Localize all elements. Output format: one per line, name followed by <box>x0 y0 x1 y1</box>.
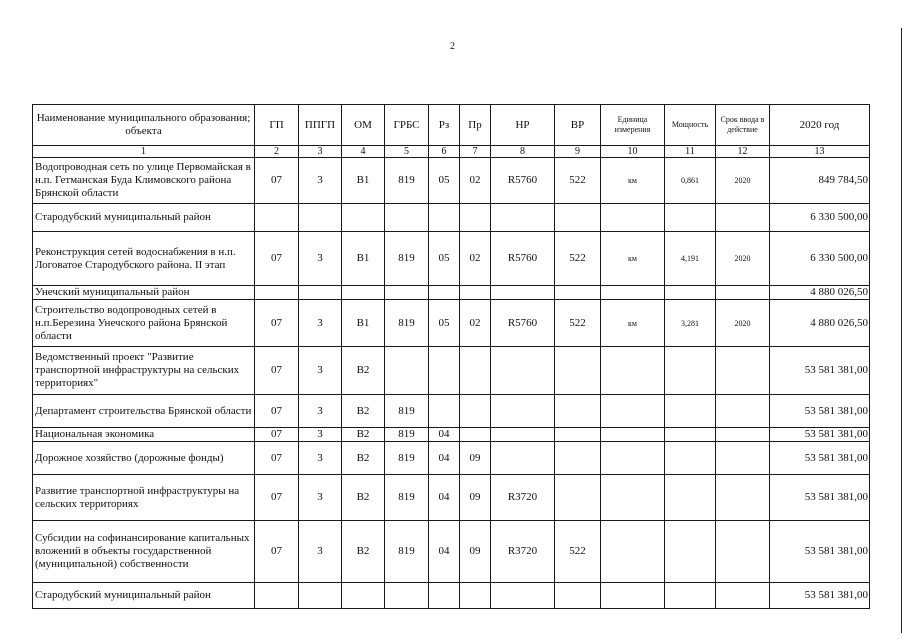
table-row <box>33 232 870 286</box>
table-cell <box>491 204 555 232</box>
table-cell <box>429 395 460 428</box>
page-number: 2 <box>450 41 455 52</box>
table-cell: 02 <box>460 300 491 347</box>
table-cell: 2020 <box>716 232 770 286</box>
header-gp: ГП <box>255 105 299 146</box>
table-cell <box>665 204 716 232</box>
amount-cell: 53 581 381,00 <box>770 475 870 521</box>
table-cell <box>716 428 770 442</box>
table-header <box>33 105 870 158</box>
table-cell <box>665 475 716 521</box>
header-om: ОМ <box>342 105 385 146</box>
object-name-cell: Департамент строительства Брянской области <box>33 395 255 428</box>
header-year-2020: 2020 год <box>770 105 870 146</box>
table-cell <box>665 521 716 583</box>
header-name: Наименование муниципального образования; объекта <box>33 105 255 146</box>
table-cell <box>385 204 429 232</box>
table-cell: 522 <box>555 521 601 583</box>
table-cell <box>665 428 716 442</box>
object-name-cell: Реконструкция сетей водоснабжения в н.п. Логоватое Стародубского района. II этап <box>33 232 255 286</box>
table-cell: 07 <box>255 300 299 347</box>
table-cell: 4,191 <box>665 232 716 286</box>
table-cell <box>555 286 601 300</box>
table-cell <box>716 583 770 609</box>
table-body <box>33 158 870 609</box>
table-cell: В2 <box>342 442 385 475</box>
table-cell <box>555 442 601 475</box>
table-cell <box>716 442 770 475</box>
table-cell <box>460 395 491 428</box>
table-cell <box>601 286 665 300</box>
table-cell: 05 <box>429 232 460 286</box>
table-cell <box>429 583 460 609</box>
table-cell <box>601 204 665 232</box>
amount-cell: 6 330 500,00 <box>770 232 870 286</box>
table-cell <box>385 347 429 395</box>
table-cell: 3 <box>299 395 342 428</box>
table-cell: 3 <box>299 428 342 442</box>
amount-cell: 53 581 381,00 <box>770 428 870 442</box>
table-cell: 522 <box>555 300 601 347</box>
table-cell <box>555 475 601 521</box>
amount-cell: 6 330 500,00 <box>770 204 870 232</box>
table-cell: 819 <box>385 300 429 347</box>
table-cell: 2020 <box>716 300 770 347</box>
table-cell <box>255 286 299 300</box>
amount-cell: 4 880 026,50 <box>770 286 870 300</box>
table-cell: В1 <box>342 232 385 286</box>
table-cell <box>555 204 601 232</box>
table-row <box>33 428 870 442</box>
table-cell: 07 <box>255 232 299 286</box>
column-number: 3 <box>299 146 342 158</box>
table-cell <box>601 428 665 442</box>
page-edge-rule <box>901 28 902 633</box>
column-number: 2 <box>255 146 299 158</box>
table-cell: 3 <box>299 232 342 286</box>
table-cell <box>429 347 460 395</box>
object-name-cell: Стародубский муниципальный район <box>33 204 255 232</box>
table-cell: 819 <box>385 232 429 286</box>
table-cell: 09 <box>460 521 491 583</box>
table-row <box>33 521 870 583</box>
table-cell: 3 <box>299 521 342 583</box>
object-name-cell: Унечский муниципальный район <box>33 286 255 300</box>
object-name-cell: Национальная экономика <box>33 428 255 442</box>
amount-cell: 53 581 381,00 <box>770 521 870 583</box>
table-cell <box>429 286 460 300</box>
table-cell: 09 <box>460 442 491 475</box>
table-cell: 07 <box>255 521 299 583</box>
table-cell <box>342 583 385 609</box>
table-row <box>33 347 870 395</box>
table-cell <box>601 521 665 583</box>
table-cell <box>460 428 491 442</box>
table-cell: 09 <box>460 475 491 521</box>
table-cell: R3720 <box>491 521 555 583</box>
table-cell <box>460 204 491 232</box>
object-name-cell: Субсидии на софинансирование капитальных вложений в объекты государственной (муниципальной) собственности <box>33 521 255 583</box>
table-cell: 3 <box>299 347 342 395</box>
table-cell: 04 <box>429 521 460 583</box>
column-number: 11 <box>665 146 716 158</box>
table-cell: 522 <box>555 232 601 286</box>
table-cell <box>460 583 491 609</box>
table-cell <box>555 428 601 442</box>
column-number: 13 <box>770 146 870 158</box>
object-name-cell: Водопроводная сеть по улице Первомайская в н.п. Гетманская Буда Климовского района Брянской области <box>33 158 255 204</box>
table-cell <box>460 286 491 300</box>
table-row <box>33 442 870 475</box>
table-cell <box>601 442 665 475</box>
column-number: 7 <box>460 146 491 158</box>
column-number: 5 <box>385 146 429 158</box>
table-cell: 05 <box>429 300 460 347</box>
table-cell: 3 <box>299 475 342 521</box>
table-cell: 05 <box>429 158 460 204</box>
table-cell: км <box>601 158 665 204</box>
table-row <box>33 475 870 521</box>
header-nr: НР <box>491 105 555 146</box>
table-cell <box>385 583 429 609</box>
table-cell <box>491 442 555 475</box>
table-cell <box>299 286 342 300</box>
table-row <box>33 395 870 428</box>
table-cell <box>665 583 716 609</box>
table-cell: 07 <box>255 428 299 442</box>
amount-cell: 53 581 381,00 <box>770 347 870 395</box>
table-cell <box>255 204 299 232</box>
table-row <box>33 204 870 232</box>
table-cell <box>342 204 385 232</box>
table-cell <box>342 286 385 300</box>
table-cell: В2 <box>342 395 385 428</box>
column-number: 9 <box>555 146 601 158</box>
table-cell: В1 <box>342 158 385 204</box>
column-number: 1 <box>33 146 255 158</box>
object-name-cell: Стародубский муниципальный район <box>33 583 255 609</box>
table-cell: 07 <box>255 442 299 475</box>
table-cell <box>555 583 601 609</box>
amount-cell: 53 581 381,00 <box>770 395 870 428</box>
table-cell <box>665 347 716 395</box>
table-cell: 819 <box>385 442 429 475</box>
table-cell <box>555 347 601 395</box>
table-cell: R5760 <box>491 158 555 204</box>
table-row <box>33 583 870 609</box>
header-pr: Пр <box>460 105 491 146</box>
header-capacity: Мощность <box>665 105 716 146</box>
budget-table <box>32 104 870 609</box>
table-cell: 04 <box>429 475 460 521</box>
column-number: 6 <box>429 146 460 158</box>
table-cell: В1 <box>342 300 385 347</box>
table-cell: 02 <box>460 158 491 204</box>
table-cell <box>601 475 665 521</box>
table-cell: 02 <box>460 232 491 286</box>
table-cell <box>716 286 770 300</box>
table-cell <box>299 583 342 609</box>
table-cell <box>601 347 665 395</box>
amount-cell: 53 581 381,00 <box>770 583 870 609</box>
header-row <box>33 105 870 146</box>
header-commissioning: Срок ввода в действие <box>716 105 770 146</box>
table-cell <box>299 204 342 232</box>
object-name-cell: Дорожное хозяйство (дорожные фонды) <box>33 442 255 475</box>
table-cell <box>716 475 770 521</box>
table-cell: 3 <box>299 158 342 204</box>
table-cell: 522 <box>555 158 601 204</box>
table-cell <box>555 395 601 428</box>
table-cell: 3,281 <box>665 300 716 347</box>
table-cell <box>716 347 770 395</box>
object-name-cell: Развитие транспортной инфраструктуры на сельских территориях <box>33 475 255 521</box>
table-cell: 819 <box>385 428 429 442</box>
table-cell: 819 <box>385 521 429 583</box>
column-number: 12 <box>716 146 770 158</box>
table-cell: км <box>601 300 665 347</box>
table-cell <box>716 521 770 583</box>
table-cell: 819 <box>385 158 429 204</box>
table-cell <box>385 286 429 300</box>
header-vr: ВР <box>555 105 601 146</box>
table-row <box>33 286 870 300</box>
table-cell: В2 <box>342 428 385 442</box>
table-cell: 3 <box>299 300 342 347</box>
table-cell <box>429 204 460 232</box>
header-ppgp: ППГП <box>299 105 342 146</box>
table-cell: 04 <box>429 428 460 442</box>
table-cell: В2 <box>342 521 385 583</box>
table-cell <box>665 442 716 475</box>
table-cell: 07 <box>255 395 299 428</box>
object-name-cell: Ведомственный проект "Развитие транспортной инфраструктуры на сельских территориях" <box>33 347 255 395</box>
table-cell <box>716 395 770 428</box>
table-cell <box>716 204 770 232</box>
table-cell <box>491 347 555 395</box>
table-cell: R3720 <box>491 475 555 521</box>
amount-cell: 4 880 026,50 <box>770 300 870 347</box>
table-cell: 07 <box>255 158 299 204</box>
table-cell <box>601 583 665 609</box>
table-cell <box>255 583 299 609</box>
header-rz: Рз <box>429 105 460 146</box>
column-number: 4 <box>342 146 385 158</box>
table-row <box>33 300 870 347</box>
table-cell: R5760 <box>491 300 555 347</box>
table-cell: 04 <box>429 442 460 475</box>
table-cell: 3 <box>299 442 342 475</box>
table-cell <box>491 428 555 442</box>
table-cell: 2020 <box>716 158 770 204</box>
table-cell: 07 <box>255 347 299 395</box>
table-cell <box>601 395 665 428</box>
table-cell: R5760 <box>491 232 555 286</box>
table-cell <box>665 395 716 428</box>
table-cell: 0,861 <box>665 158 716 204</box>
table-cell: км <box>601 232 665 286</box>
column-number: 8 <box>491 146 555 158</box>
table-cell <box>460 347 491 395</box>
table-cell: 819 <box>385 395 429 428</box>
column-number-row <box>33 146 870 158</box>
amount-cell: 53 581 381,00 <box>770 442 870 475</box>
table-row <box>33 158 870 204</box>
table-cell <box>491 583 555 609</box>
column-number: 10 <box>601 146 665 158</box>
table-cell <box>491 395 555 428</box>
table-cell: В2 <box>342 347 385 395</box>
table-cell <box>665 286 716 300</box>
table-cell: 07 <box>255 475 299 521</box>
table-cell <box>491 286 555 300</box>
table-cell: В2 <box>342 475 385 521</box>
header-unit: Единица измерения <box>601 105 665 146</box>
amount-cell: 849 784,50 <box>770 158 870 204</box>
table-cell: 819 <box>385 475 429 521</box>
object-name-cell: Строительство водопроводных сетей в н.п.Березина Унечского района Брянской области <box>33 300 255 347</box>
header-grbs: ГРБС <box>385 105 429 146</box>
